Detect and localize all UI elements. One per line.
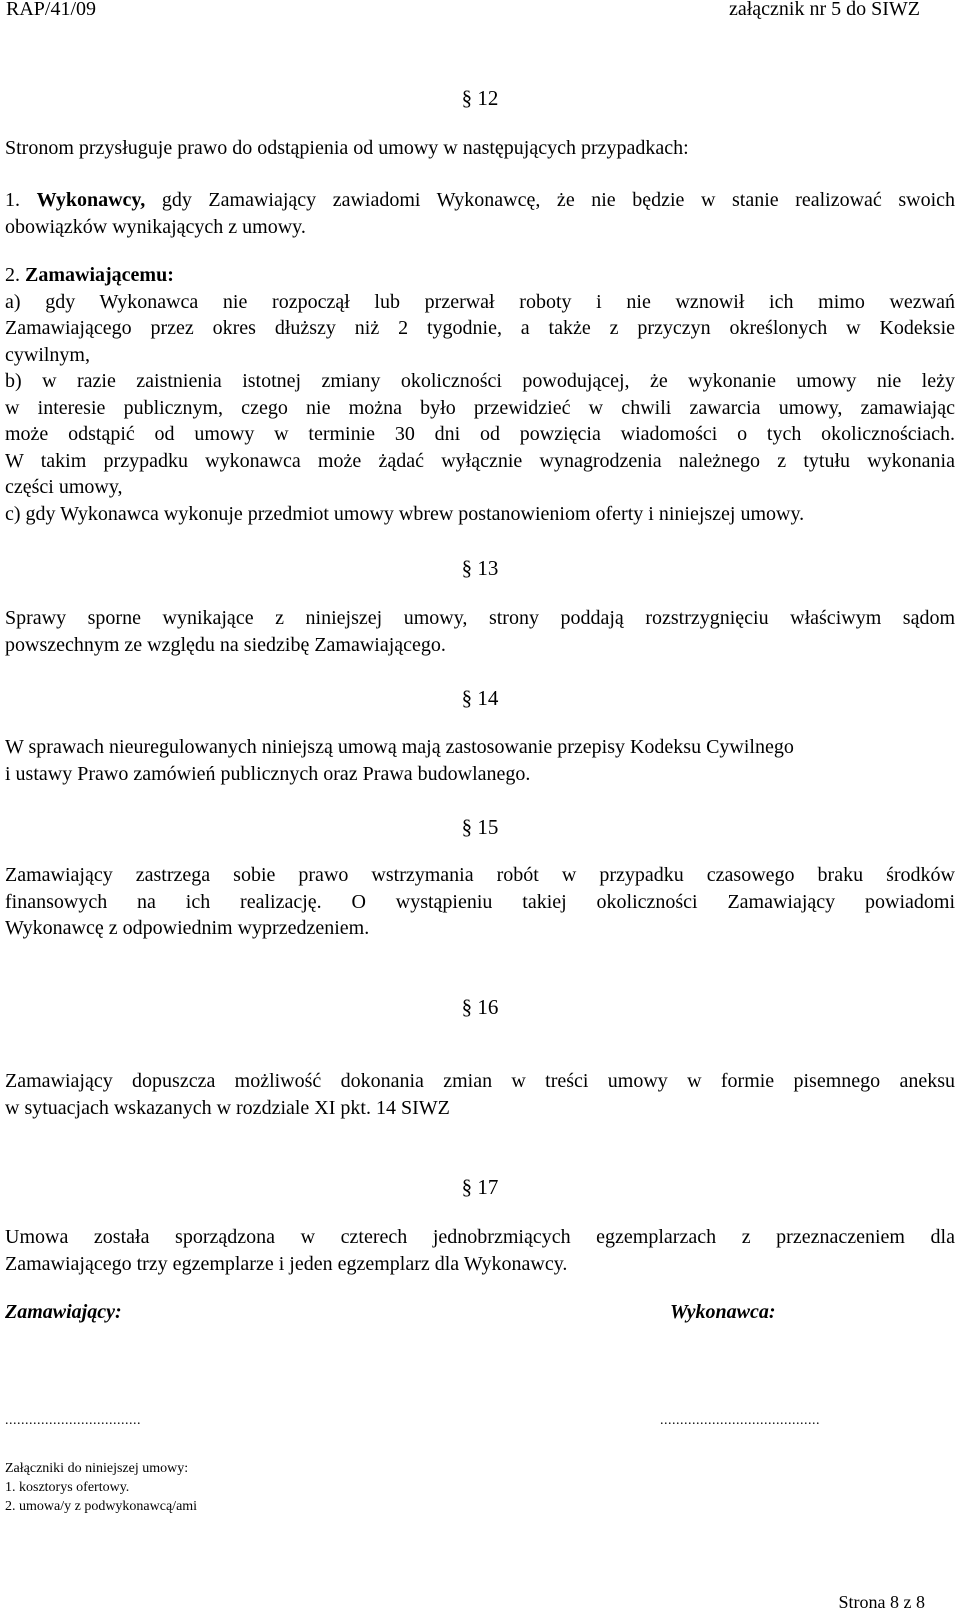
section-13-text: Sprawy sporne wynikające z niniejszej umowy, strony poddają rozstrzygnięciu właściwym sądom powszechnym ze względu na siedzibę Zamawiającego.	[5, 607, 955, 656]
signature-line-contractor: ........................................	[660, 1413, 820, 1428]
section-12-intro: Stronom przysługuje prawo do odstąpienia od umowy w następujących przypadkach:	[5, 137, 689, 159]
attachment-item: 1. kosztorys ofertowy.	[5, 1480, 130, 1495]
attachments-title: Załączniki do niniejszej umowy:	[5, 1461, 189, 1476]
section-12-title: § 12	[461, 86, 499, 110]
section-14-text: W sprawach nieuregulowanych niniejszą umową mają zastosowanie przepisy Kodeksu Cywilnego i ustawy Prawo zamówień publicznych oraz Prawa budowlanego.	[5, 736, 794, 785]
signature-label-contractor: Wykonawca:	[670, 1301, 776, 1323]
signature-label-contracting-authority: Zamawiający:	[5, 1301, 122, 1323]
document-reference: RAP/41/09	[6, 0, 97, 20]
section-12-item-1: 1. Wykonawcy, gdy Zamawiający zawiadomi Wykonawcę, że nie będzie w stanie realizować swoich obowiązków wynikających z umowy.	[5, 189, 956, 238]
section-15-text: Zamawiający zastrzega sobie prawo wstrzymania robót w przypadku czasowego braku środków finansowych na ich realizację. O wystąpieniu takiej okoliczności Zamawiający powiadomi Wykonawcę z odpowiednim wyprzedzeniem.	[5, 864, 955, 939]
section-15-title: § 15	[461, 815, 499, 839]
signature-line-contracting-authority: ..................................	[5, 1413, 141, 1428]
section-14-title: § 14	[461, 686, 499, 710]
section-16-title: § 16	[461, 995, 499, 1019]
section-12-item-2: 2. Zamawiającemu: a) gdy Wykonawca nie rozpoczął lub przerwał roboty i nie wznowił ich mimo wezwań Zamawiającego przez okres dłuższy niż 2 tygodnie, a także z przyczyn określonych w Kodeksie cywilnym, b) w razie zaistnienia istotnej zmiany okoliczności powodującej, że wykonanie umowy nie leży w interesie publicznym, czego nie można było przewidzieć w chwili zawarcia umowy, zamawiając może odstąpić od umowy w terminie 30 dni od powzięcia wiadomości o tych okolicznościach. W takim przypadku wykonawca może żądać wyłącznie wynagrodzenia należnego z tytułu wykonania części umowy, c) gdy Wykonawca wykonuje przedmiot umowy wbrew postanowieniom oferty i niniejszej umowy.	[5, 264, 955, 525]
section-16-text: Zamawiający dopuszcza możliwość dokonania zmian w treści umowy w formie pisemnego aneksu w sytuacjach wskazanych w rozdziale XI pkt. 14 SIWZ	[5, 1070, 955, 1119]
attachment-label: załącznik nr 5 do SIWZ	[728, 0, 920, 20]
section-17-text: Umowa została sporządzona w czterech jednobrzmiących egzemplarzach z przeznaczeniem dla Zamawiającego trzy egzemplarze i jeden egzemplarz dla Wykonawcy.	[5, 1226, 955, 1275]
section-17-title: § 17	[461, 1175, 499, 1199]
attachments-list	[5, 1459, 197, 1516]
page-number: Strona 8 z 8	[838, 1592, 925, 1612]
attachment-item: 2. umowa/y z podwykonawcą/ami	[5, 1499, 198, 1514]
section-13-title: § 13	[461, 556, 499, 580]
